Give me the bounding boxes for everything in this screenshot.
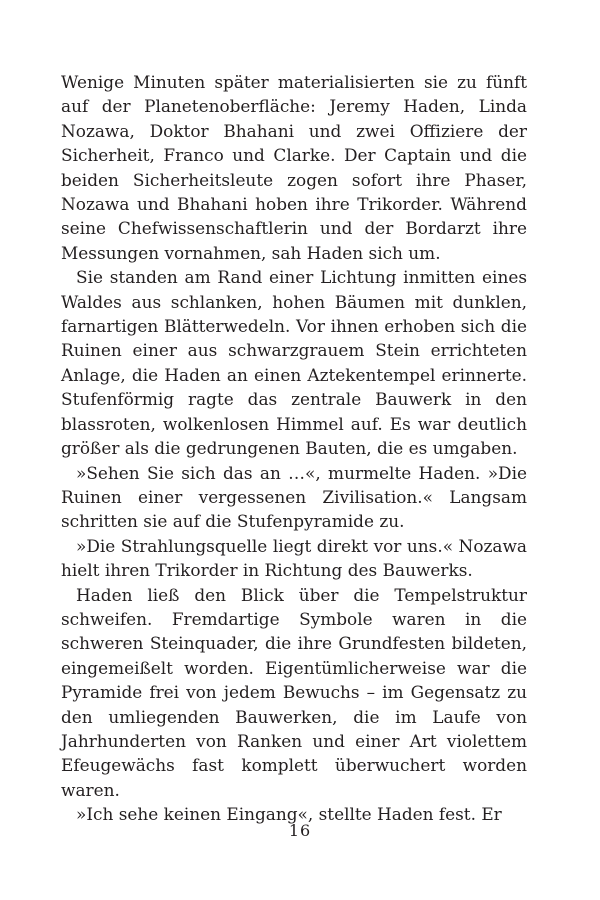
paragraph-4: »Die Strahlungsquelle liegt direkt vor uns.« Nozawa hielt ihren Trikorder in Richtung des Bauwerks.: [61, 535, 527, 581]
paragraph-3: »Sehen Sie sich das an …«, murmelte Haden. »Die Ruinen einer vergessenen Zivilisation.« Langsam schritten sie auf die Stufenpyramide zu.: [61, 462, 527, 532]
paragraph-5: Haden ließ den Blick über die Tempelstruktur schweifen. Fremdartige Symbole waren in die schweren Steinquader, die ihre Grundfesten bildeten, eingemeißelt worden. Eigentümlicherweise war die Pyramide frei von jedem Bewuchs – im Gegensatz zu den umliegenden Bauwerken, die im Laufe von Jahrhunderten von Ranken und einer Art violettem Efeugewächs fast komplett überwuchert worden waren.: [61, 584, 527, 800]
paragraph-1: Wenige Minuten später materialisierten sie zu fünft auf der Planetenoberfläche: Jeremy Haden, Linda Nozawa, Doktor Bhahani und zwei Offiziere der Sicherheit, Franco und Clarke. Der Captain und die beiden Sicherheitsleute zogen sofort ihre Phaser, Nozawa und Bhahani hoben ihre Trikorder. Während seine Chefwissenschaftlerin und der Bordarzt ihre Messungen vornahmen, sah Haden sich um.: [61, 72, 527, 263]
paragraph-2: Sie standen am Rand einer Lichtung inmitten eines Waldes aus schlanken, hohen Bäumen mit dunklen, farnartigen Blätterwedeln. Vor ihnen erhoben sich die Ruinen einer aus schwarzgrauem Stein errichteten Anlage, die Haden an einen Aztekentempel erinnerte. Stufenförmig ragte das zentrale Bauwerk in den blassroten, wolkenlosen Himmel auf. Es war deutlich größer als die gedrungenen Bauten, die es umgaben.: [61, 267, 527, 459]
paragraph-6: »Ich sehe keinen Eingang«, stellte Haden fest. Er: [76, 804, 502, 825]
page-number: 16: [288, 821, 312, 840]
page-text-block: [61, 70, 527, 827]
